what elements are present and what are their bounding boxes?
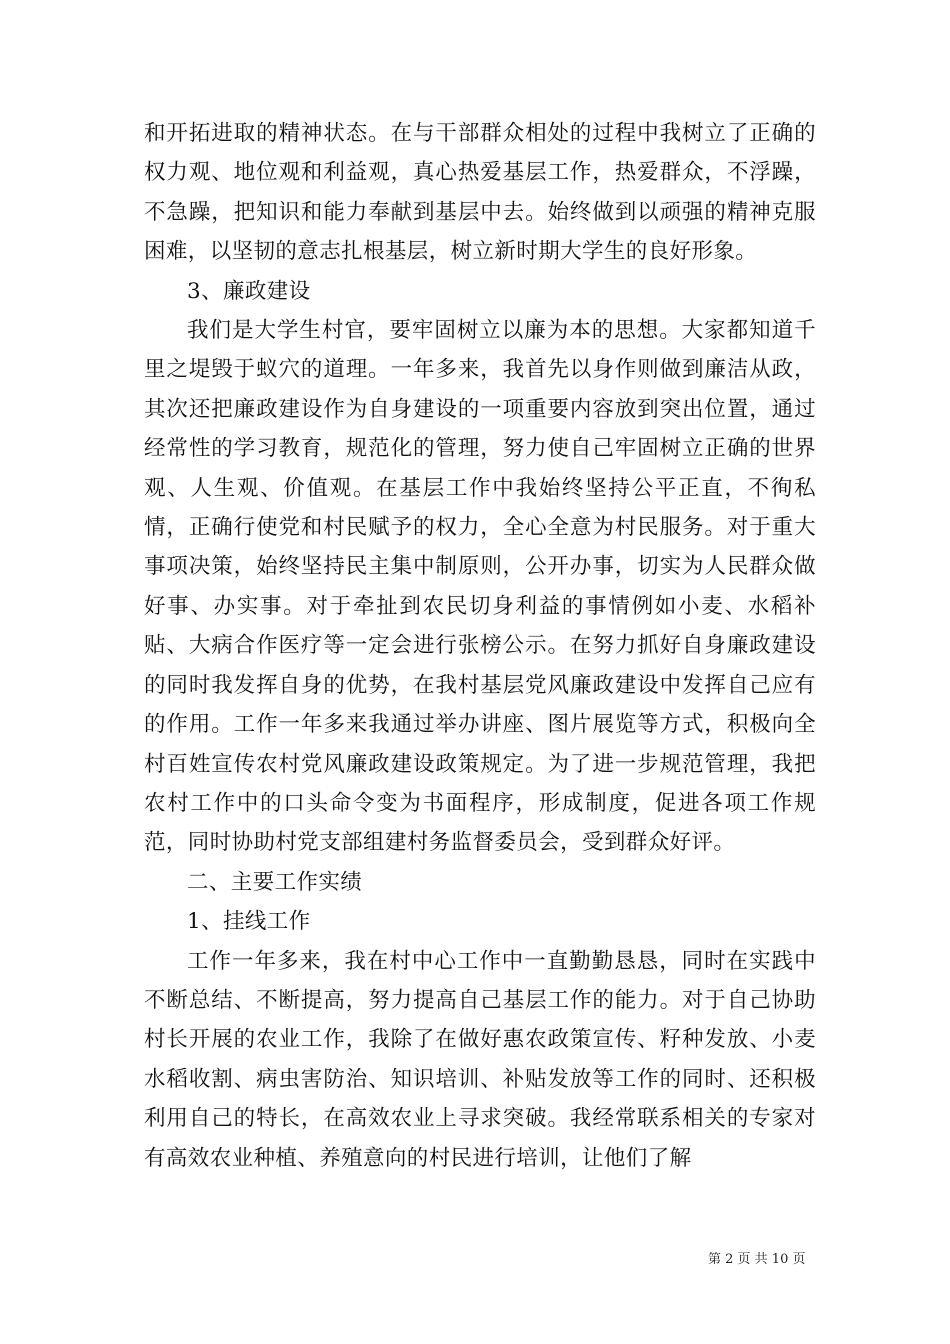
heading-liaison-work: 1、挂线工作: [187, 909, 311, 935]
heading-main-achievements: 二、主要工作实绩: [187, 869, 363, 895]
paragraph-liaison-work: 工作一年多来，我在村中心工作中一直勤勤恳恳，同时在实践中不断总结、不断提高，努力提高自己基层工作的能力。对于自己协助村长开展的农业工作，我除了在做好惠农政策宣传、籽种发放、小麦水稻收割、病虫害防治、知识培训、补贴发放等工作的同时、还积极利用自己的特长，在高效农业上寻求突破。我经常联系相关的专家对有高效农业种植、养殖意向的村民进行培训，让他们了解: [144, 948, 816, 1171]
paragraph-integrity: 我们是大学生村官，要牢固树立以廉为本的思想。大家都知道千里之堤毁于蚁穴的道理。一年多来，我首先以身作则做到廉洁从政，其次还把廉政建设作为自身建设的一项重要内容放到突出位置，通过经常性的学习教育，规范化的管理，努力使自己牢固树立正确的世界观、人生观、价值观。在基层工作中我始终坚持公平正直，不徇私情，正确行使党和村民赋予的权力，全心全意为村民服务。对于重大事项决策，始终坚持民主集中制原则，公开办事，切实为人民群众做好事、办实事。对于牵扯到农民切身利益的事情例如小麦、水稻补贴、大病合作医疗等一定会进行张榜公示。在努力抓好自身廉政建设的同时我发挥自身的优势，在我村基层党风廉政建设中发挥自己应有的作用。工作一年多来我通过举办讲座、图片展览等方式，积极向全村百姓宣传农村党风廉政建设政策规定。为了进一步规范管理，我把农村工作中的口头命令变为书面程序，形成制度，促进各项工作规范，同时协助村党支部组建村务监督委员会，受到群众好评。: [144, 318, 816, 856]
document-body: [144, 114, 816, 1178]
page-number-footer: 第 2 页 共 10 页: [708, 1252, 806, 1267]
paragraph-continuation: 和开拓进取的精神状态。在与干部群众相处的过程中我树立了正确的权力观、地位观和利益观，真心热爱基层工作，热爱群众，不浮躁，不急躁，把知识和能力奉献到基层中去。始终做到以顽强的精神克服困难，以坚韧的意志扎根基层，树立新时期大学生的良好形象。: [144, 121, 816, 265]
heading-integrity-building: 3、廉政建设: [187, 278, 311, 304]
